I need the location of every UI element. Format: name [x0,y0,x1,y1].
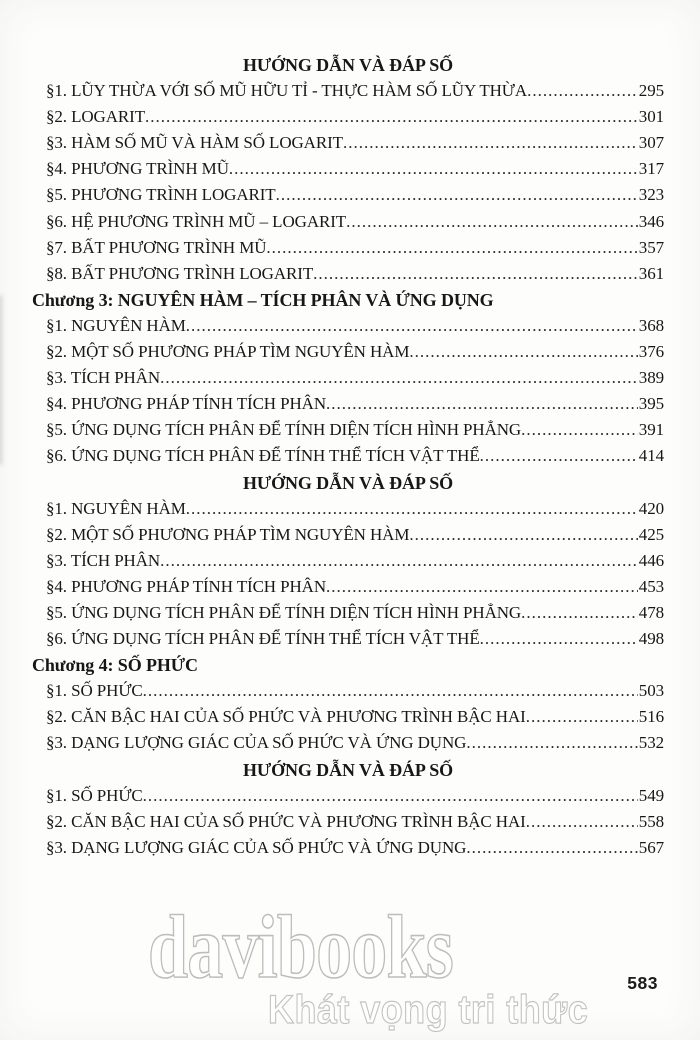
dot-leader [326,574,638,600]
toc-section-header: HƯỚNG DẪN VÀ ĐÁP SỐ [242,759,454,780]
page-number: 583 [627,973,658,993]
toc-entry [32,626,664,652]
toc [32,52,664,861]
dot-leader [527,78,638,104]
toc-entry-title: §2. LOGARIT [46,107,145,127]
toc-entry-title: §2. CĂN BẬC HAI CỦA SỐ PHỨC VÀ PHƯƠNG TRÌNH BẬC HAI [46,811,526,831]
toc-entry-page: 420 [638,498,664,518]
toc-entry [32,678,664,704]
toc-entry-page: 567 [638,837,664,857]
toc-entry-title: §1. SỐ PHỨC [46,785,143,805]
toc-entry-title: §1. NGUYÊN HÀM [46,315,186,335]
toc-entry-title: §3. DẠNG LƯỢNG GIÁC CỦA SỐ PHỨC VÀ ỨNG DỤNG [46,733,467,753]
toc-entry [32,548,664,574]
dot-leader [466,835,637,861]
toc-entry-title: §4. PHƯƠNG PHÁP TÍNH TÍCH PHÂN [46,576,327,596]
toc-entry-title: §5. ỨNG DỤNG TÍCH PHÂN ĐỂ TÍNH DIỆN TÍCH HÌNH PHẲNG [46,602,522,622]
toc-entry-page: 532 [638,733,664,753]
dot-leader [145,104,638,130]
toc-entry-page: 391 [638,420,664,440]
toc-entry [32,391,664,417]
toc-section-header: HƯỚNG DẪN VÀ ĐÁP SỐ [242,55,454,75]
toc-entry-page: 376 [638,342,664,362]
dot-leader [480,626,638,652]
toc-entry-title: §6. ỨNG DỤNG TÍCH PHÂN ĐỂ TÍNH THỂ TÍCH VẬT THỂ [46,446,480,466]
toc-entry-title: §1. NGUYÊN HÀM [46,498,186,518]
toc-entry-page: 323 [638,185,664,205]
dot-leader [343,130,638,156]
dot-leader [466,730,637,756]
toc-entry-page: 301 [638,107,664,127]
toc-entry-page: 425 [638,524,664,544]
toc-chapter-heading: Chương 4: SỐ PHỨC [32,655,198,676]
toc-entry-title: §1. SỐ PHỨC [46,681,143,701]
toc-entry-page: 414 [638,446,664,466]
toc-entry-page: 357 [638,237,664,257]
toc-chapter-heading: Chương 3: NGUYÊN HÀM – TÍCH PHÂN VÀ ỨNG DỤNG [32,289,494,310]
toc-entry-title: §6. ỨNG DỤNG TÍCH PHÂN ĐỂ TÍNH THỂ TÍCH VẬT THỂ [46,629,480,649]
dot-leader [526,704,638,730]
dot-leader [266,235,637,261]
dot-leader [186,313,638,339]
toc-entry-title: §3. TÍCH PHÂN [46,368,161,388]
toc-entry [32,209,664,235]
dot-leader [313,261,638,287]
toc-entry-title: §8. BẤT PHƯƠNG TRÌNH LOGARIT [46,263,314,283]
toc-entry-title: §2. MỘT SỐ PHƯƠNG PHÁP TÌM NGUYÊN HÀM [46,342,410,362]
dot-leader [346,209,638,235]
toc-entry [32,704,664,730]
toc-entry [32,313,664,339]
toc-entry [32,600,664,626]
dot-leader [480,443,638,469]
toc-entry-page: 503 [638,681,664,701]
toc-entry-page: 446 [638,550,664,570]
toc-entry-page: 516 [638,707,664,727]
toc-entry [32,104,664,130]
toc-entry-page: 307 [638,133,664,153]
dot-leader [160,365,638,391]
toc-entry-page: 478 [638,602,664,622]
toc-entry [32,835,664,861]
toc-entry-title: §4. PHƯƠNG TRÌNH MŨ [46,159,229,179]
toc-entry [32,417,664,443]
toc-entry-page: 295 [638,81,664,101]
toc-entry [32,574,664,600]
toc-entry [32,496,664,522]
toc-entry-title: §3. TÍCH PHÂN [46,550,161,570]
dot-leader [229,156,638,182]
toc-entry-page: 346 [638,211,664,231]
toc-entry [32,809,664,835]
dot-leader [326,391,638,417]
toc-entry-title: §5. PHƯƠNG TRÌNH LOGARIT [46,185,276,205]
toc-entry [32,156,664,182]
dot-leader [526,809,638,835]
toc-entry-page: 498 [638,629,664,649]
toc-entry-title: §4. PHƯƠNG PHÁP TÍNH TÍCH PHÂN [46,394,327,414]
toc-entry [32,261,664,287]
toc-entry [32,339,664,365]
watermark-brand: davibooks [148,898,453,997]
toc-entry [32,78,664,104]
toc-entry [32,443,664,469]
toc-entry [32,235,664,261]
dot-leader [409,522,637,548]
dot-leader [143,783,638,809]
toc-entry-page: 453 [638,576,664,596]
toc-entry-page: 317 [638,159,664,179]
dot-leader [143,678,638,704]
toc-entry-title: §2. MỘT SỐ PHƯƠNG PHÁP TÌM NGUYÊN HÀM [46,524,410,544]
toc-entry-page: 368 [638,315,664,335]
toc-entry-title: §6. HỆ PHƯƠNG TRÌNH MŨ – LOGARIT [46,211,347,231]
toc-entry-title: §7. BẤT PHƯƠNG TRÌNH MŨ [46,237,267,257]
toc-entry [32,522,664,548]
toc-entry-page: 395 [638,394,664,414]
scan-smudge [0,295,4,465]
watermark-tagline: Khát vọng tri thức [268,988,589,1032]
dot-leader [276,182,638,208]
toc-entry [32,783,664,809]
toc-entry-title: §5. ỨNG DỤNG TÍCH PHÂN ĐỂ TÍNH DIỆN TÍCH HÌNH PHẲNG [46,420,522,440]
toc-entry [32,730,664,756]
dot-leader [521,600,638,626]
toc-entry-title: §3. HÀM SỐ MŨ VÀ HÀM SỐ LOGARIT [46,133,343,153]
toc-entry-page: 558 [638,811,664,831]
toc-section-header: HƯỚNG DẪN VÀ ĐÁP SỐ [242,472,454,493]
toc-entry [32,182,664,208]
dot-leader [186,496,638,522]
toc-entry-page: 389 [638,368,664,388]
toc-entry-title: §3. DẠNG LƯỢNG GIÁC CỦA SỐ PHỨC VÀ ỨNG DỤNG [46,837,467,857]
dot-leader [521,417,638,443]
toc-entry [32,365,664,391]
dot-leader [160,548,638,574]
dot-leader [409,339,637,365]
toc-entry-page: 549 [638,785,664,805]
toc-entry-title: §2. CĂN BẬC HAI CỦA SỐ PHỨC VÀ PHƯƠNG TRÌNH BẬC HAI [46,707,526,727]
toc-entry-title: §1. LŨY THỪA VỚI SỐ MŨ HỮU TỈ - THỰC HÀM SỐ LŨY THỪA [46,81,528,101]
toc-entry-page: 361 [638,263,664,283]
toc-entry [32,130,664,156]
